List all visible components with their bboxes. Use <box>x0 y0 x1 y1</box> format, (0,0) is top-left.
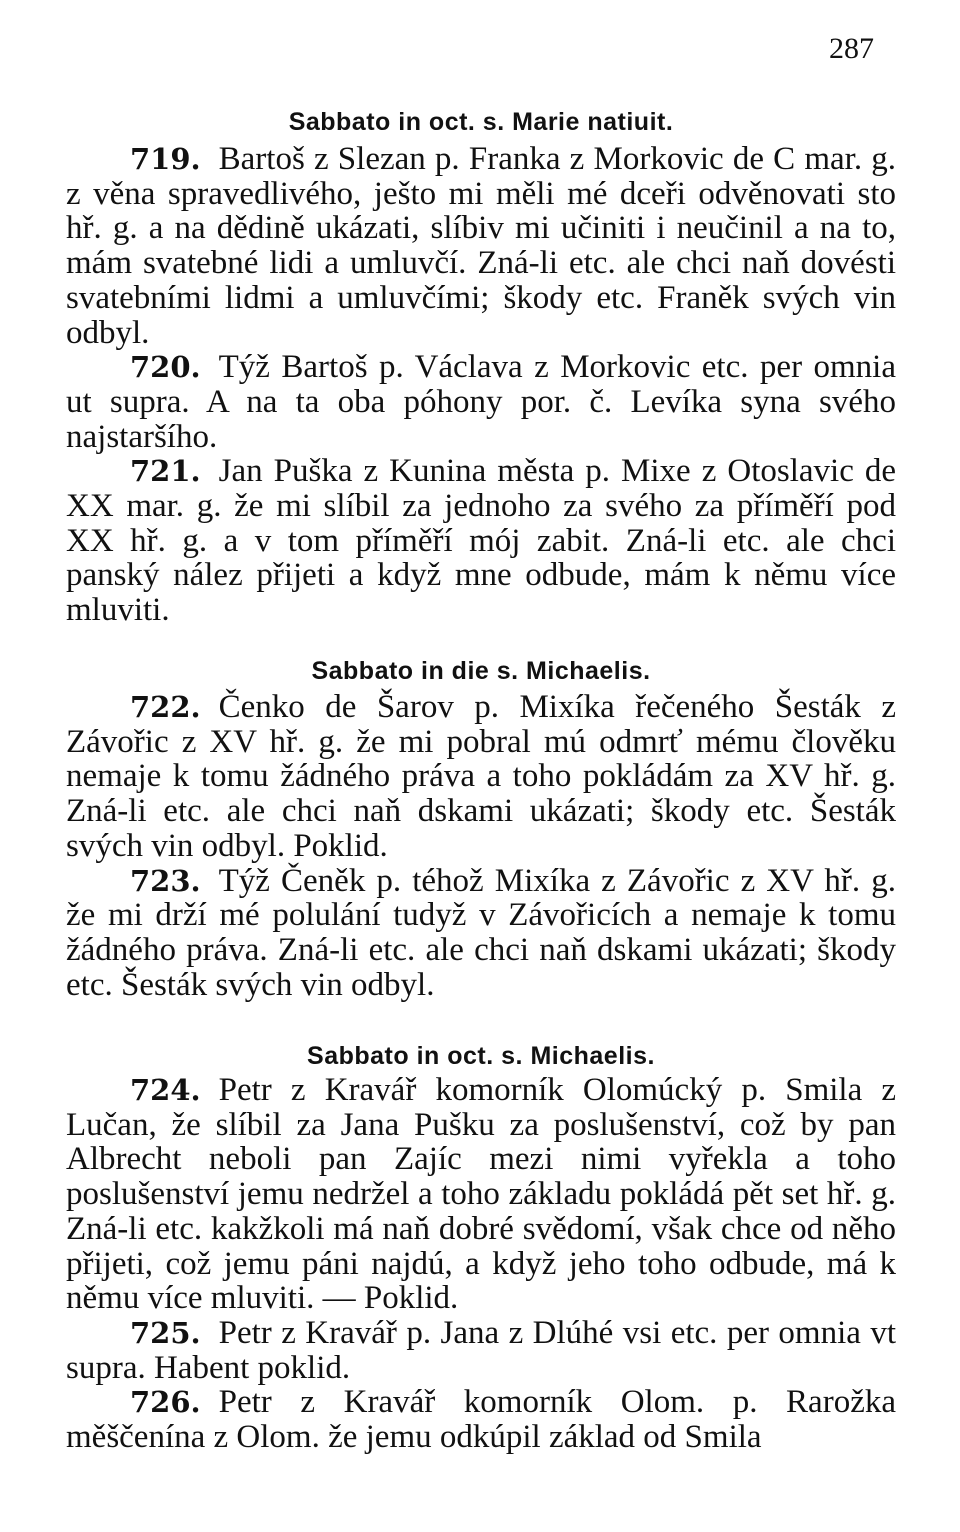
entry-number: 720. <box>130 350 201 385</box>
section-body <box>66 142 896 628</box>
entry-text: Petr z Kravář p. Jana z Dlúhé vsi etc. per omnia vt supra. Habent poklid. <box>66 1314 896 1386</box>
entry-number: 724. <box>130 1073 201 1107</box>
entry-text: Petr z Kravář komorník Olomúcký p. Smila z Lučan, že slíbil za Jana Pušku za poslušenství, což by pan Albrecht neboli pan Zajíc mezi nimi vyřekla a toho poslušenství jemu nedržel a toho základu pokládá pět set hř. g. Zná-li etc. kakžkoli má naň dobré svědomí, však chce od něho přijeti, což jemu páni najdú, a když jeho toho odbude, má k němu více mluviti. — Poklid. <box>66 1072 896 1317</box>
entry-paragraph <box>66 1073 896 1316</box>
section-body <box>66 1073 896 1455</box>
page-number: 287 <box>829 32 874 65</box>
entry-paragraph <box>66 690 896 864</box>
section-heading: Sabbato in oct. s. Michaelis. <box>307 1042 655 1070</box>
entry-paragraph <box>66 454 896 628</box>
entry-text: Bartoš z Slezan p. Franka z Morkovic de C mar. g. z věna spravedlivého, ješto mi měli mé dceři odvěnovati sto hř. g. a na dědině ukázati, slíbiv mi učiniti i neučinil a na to, mám svatebné lidi a umluvčí. Zná-li etc. ale chci naň dovésti svatebními lidmi a umluvčími; škody etc. Franěk svých vin odbyl. <box>66 141 896 351</box>
entry-number: 719. <box>130 142 201 176</box>
entry-text: Čenko de Šarov p. Mixíka řečeného Šesták z Závořic z XV hř. g. že mi pobral mú odmrť mému člověku nemaje k tomu žádného práva a toho pokládám za XV hř. g. Zná-li etc. ale chci naň dskami ukázati; škody etc. Šesták svých vin odbyl. Poklid. <box>66 689 896 864</box>
entry-paragraph <box>66 1385 896 1454</box>
entry-text: Týž Čeněk p. téhož Mixíka z Závořic z XV hř. g. že mi drží mé polulání tudyž v Závořicích a nemaje k tomu žádného práva. Zná-li etc. ale chci naň dskami ukázati; škody etc. Šesták svých vin odbyl. <box>66 862 896 1003</box>
entry-paragraph <box>66 864 896 1003</box>
entry-text: Petr z Kravář komorník Olom. p. Rarožka měščenína z Olom. že jemu odkúpil základ od Smila <box>66 1384 896 1456</box>
entry-number: 722. <box>130 690 201 724</box>
entry-number: 723. <box>130 863 201 898</box>
entry-number: 721. <box>130 454 201 489</box>
section-body <box>66 690 896 1002</box>
section-heading: Sabbato in die s. Michaelis. <box>311 657 651 685</box>
section-heading: Sabbato in oct. s. Marie natiuit. <box>288 108 674 136</box>
entry-paragraph <box>66 142 896 350</box>
entry-text: Týž Bartoš p. Václava z Morkovic etc. per omnia ut supra. A na ta oba póhony por. č. Levíka syna svého najstaršího. <box>66 349 896 455</box>
entry-number: 726. <box>130 1385 201 1420</box>
entry-paragraph <box>66 350 896 454</box>
entry-text: Jan Puška z Kunina města p. Mixe z Otoslavic de XX mar. g. že mi slíbil za jednoho za svého za příměří pod XX hř. g. a v tom příměří mój zabit. Zná-li etc. ale chci panský nález přijeti a když mne odbude, mám k němu více mluviti. <box>66 453 896 629</box>
entry-number: 725. <box>130 1315 201 1350</box>
entry-paragraph <box>66 1316 896 1385</box>
